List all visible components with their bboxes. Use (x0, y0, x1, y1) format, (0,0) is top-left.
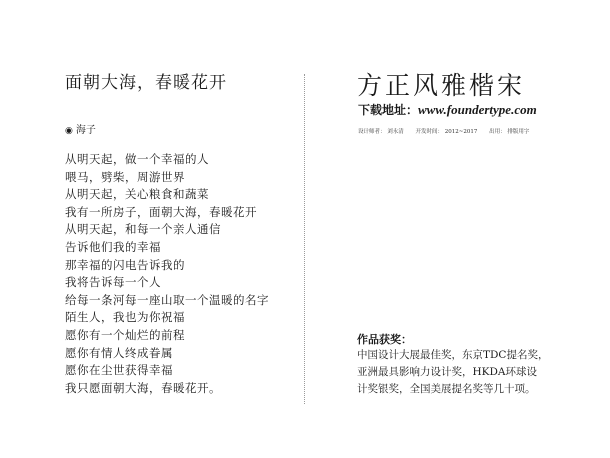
awards-line: 亚洲最具影响力设计奖，HKDA环球设 (357, 366, 538, 378)
poem-line: 从明天起，和每一个亲人通信 (65, 222, 221, 237)
poem-line: 我将告诉每一个人 (65, 275, 161, 290)
poem-line: 愿你在尘世获得幸福 (65, 363, 173, 378)
period-credit: 开发时间： 2012~2017 (415, 129, 478, 135)
font-name-title: 方正风雅楷宋 (357, 71, 526, 100)
awards-heading: 作品获奖： (357, 333, 412, 346)
poem-title: 面朝大海，春暖花开 (65, 73, 227, 93)
poet-line (65, 121, 96, 136)
poem-line: 愿你有一个灿烂的前程 (65, 327, 185, 342)
poem-line: 从明天起，关心粮食和蔬菜 (65, 187, 209, 202)
poem-line: 我有一所房子，面朝大海，春暖花开 (65, 204, 257, 219)
awards-line: 中国设计大展最佳奖，东京TDC提名奖， (357, 349, 549, 361)
page-divider (304, 74, 305, 404)
download-line (358, 101, 537, 118)
application-credit: 出用： 排版用字 (489, 129, 530, 135)
poem-line: 我只愿面朝大海，春暖花开。 (65, 380, 221, 395)
poem-line: 从明天起，做一个幸福的人 (65, 152, 209, 166)
designer-credit: 设计师者： 刘永清 (358, 129, 404, 135)
download-link[interactable]: www.foundertype.com (418, 102, 537, 117)
poem-line: 喂马，劈柴，周游世界 (65, 169, 185, 184)
poem-line: 愿你有情人终成眷属 (65, 345, 173, 360)
poem-body (65, 151, 269, 397)
poem-line: 给每一条河每一座山取一个温暖的名字 (65, 292, 269, 307)
poem-line: 陌生人，我也为你祝福 (65, 310, 185, 325)
poet-name: 海子 (75, 125, 96, 136)
poem-line: 告诉他们我的幸福 (65, 239, 161, 254)
credits-line (358, 127, 539, 135)
awards-line: 计奖银奖，全国美展提名奖等几十项。 (357, 383, 536, 395)
poem-line: 那幸福的闪电告诉我的 (65, 257, 185, 272)
awards-body (357, 347, 548, 398)
download-label: 下载地址： (358, 103, 419, 117)
bullet-icon: ◉ (65, 126, 73, 136)
